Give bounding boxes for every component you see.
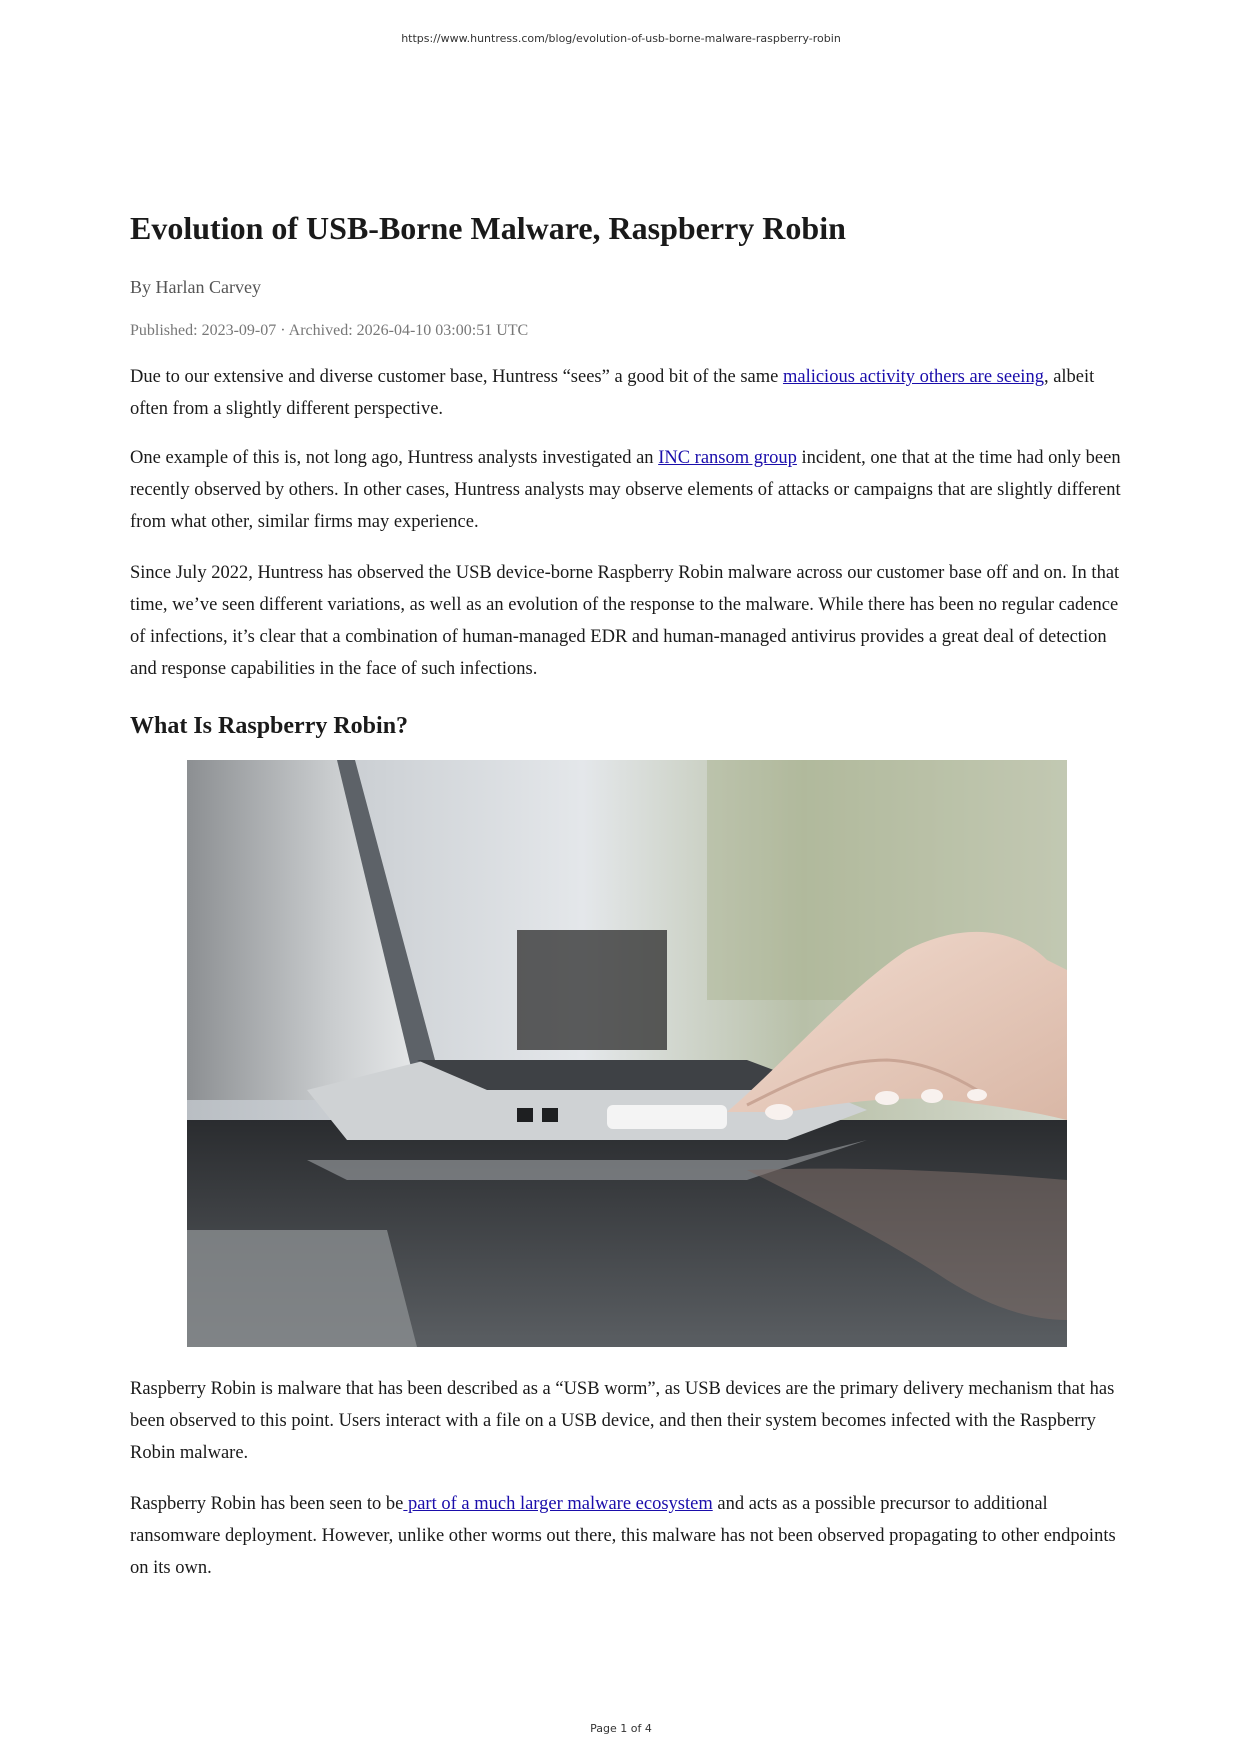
article-title: Evolution of USB-Borne Malware, Raspberry Robin <box>130 210 846 246</box>
paragraph-text: Raspberry Robin has been seen to be <box>130 1494 404 1514</box>
paragraph-intro <box>130 361 1128 425</box>
section-heading: What Is Raspberry Robin? <box>130 713 409 739</box>
page-url: https://www.huntress.com/blog/evolution-of-usb-borne-malware-raspberry-robin <box>401 32 841 45</box>
paragraph-definition: Raspberry Robin is malware that has been described as a “USB worm”, as USB devices are the primary delivery mechanism that has been observed to this point. Users interact with a file on a USB device, and then their system becomes infected with the Raspberry Robin malware. <box>130 1379 1115 1463</box>
paragraph-text: Due to our extensive and diverse customer base, Huntress “sees” a good bit of the same <box>130 367 783 387</box>
link-malware-ecosystem[interactable]: part of a much larger malware ecosystem <box>403 1494 713 1514</box>
paragraph-inc-ransom <box>130 442 1128 538</box>
link-malicious-activity[interactable]: malicious activity others are seeing <box>782 367 1044 387</box>
paragraph-text: incident, one that at the time had only been recently observed by others. In other cases, Huntress analysts may observe elements of attacks or campaigns that are slightly different from what other, similar firms may experience. <box>130 448 1121 532</box>
link-inc-ransom-group[interactable]: INC ransom group <box>658 448 797 468</box>
paragraph-text: and acts as a possible precursor to additional ransomware deployment. However, unlike other worms out there, this malware has not been observed propagating to other endpoints on its own. <box>130 1494 1116 1578</box>
paragraph-ecosystem <box>130 1488 1128 1584</box>
usb-laptop-illustration <box>187 760 1067 1347</box>
article-meta: Published: 2023-09-07 · Archived: 2026-04-10 03:00:51 UTC <box>130 322 529 339</box>
paragraph-text: One example of this is, not long ago, Huntress analysts investigated an <box>130 448 659 468</box>
usb-laptop-photo <box>187 760 1067 1347</box>
paragraph-since-july: Since July 2022, Huntress has observed the USB device-borne Raspberry Robin malware across our customer base off and on. In that time, we’ve seen different variations, as well as an evolution of the response to the malware. While there has been no regular cadence of infections, it’s clear that a combination of human-managed EDR and human-managed antivirus provides a great deal of detection and response capabilities in the face of such infections. <box>130 563 1120 679</box>
paragraph-text: , albeit often from a slightly different perspective. <box>130 367 1095 419</box>
page-number: Page 1 of 4 <box>590 1722 652 1735</box>
article-byline: By Harlan Carvey <box>130 277 261 297</box>
article <box>130 208 1128 1584</box>
